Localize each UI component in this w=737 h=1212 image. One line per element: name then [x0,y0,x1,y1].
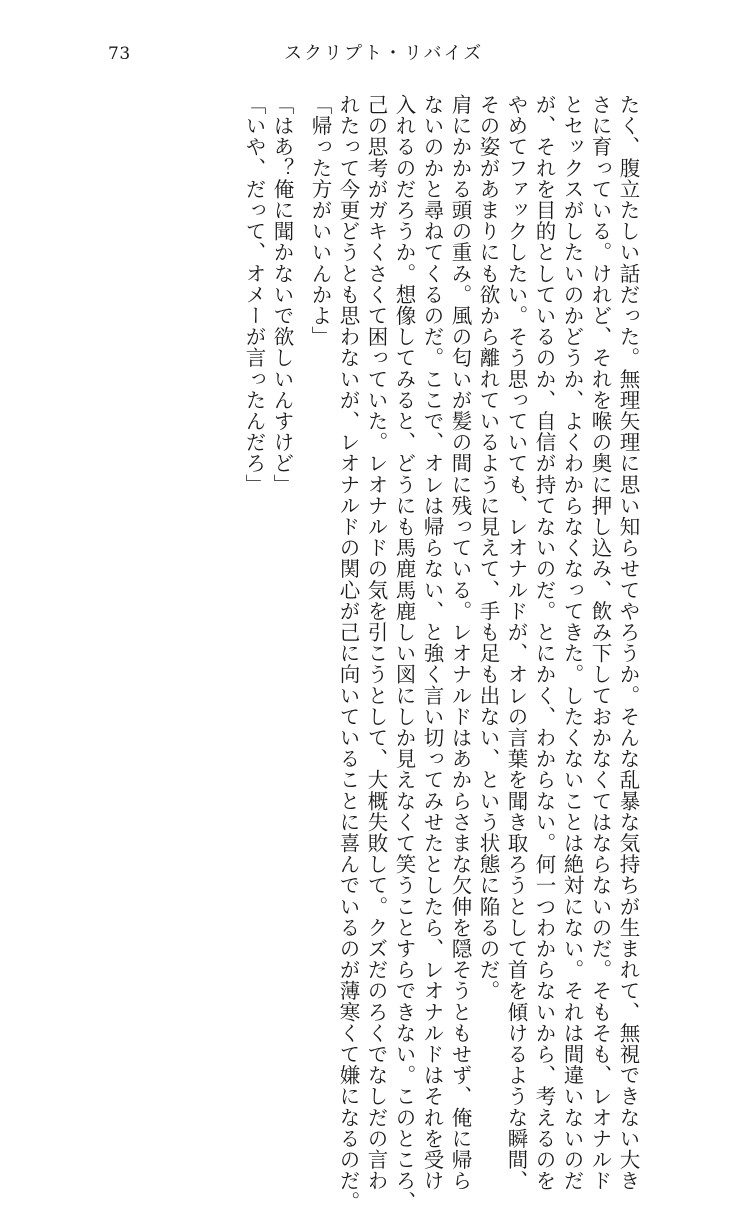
text-line: やめてファックしたい。そう思っていても、レオナルドが、オレの言葉を聞き取ろうとして首を傾けるような瞬間、 [504,94,528,1192]
text-line: 入れるのだろうか。想像してみると、どうにも馬鹿馬鹿しい図にしか見えなくて笑うことすらできない。このところ、 [392,94,416,1212]
text-line: ないのかと尋ねてくるのだ。ここで、オレは帰らない、と強く言い切ってみせたとしたら、レオナルドはそれを受け [420,94,444,1192]
text-line: が、それを目的としているのか、自信が持てないのだ。とにかく、わからない。何一つわからないから、考えるのを [532,94,556,1192]
text-line: 肩にかかる頭の重み。風の匂いが髪の間に残っている。レオナルドはあからさまな欠伸を隠そうともせず、俺に帰ら [448,94,472,1192]
text-line: たく、腹立たしい話だった。無理矢理に思い知らせてやろうか。そんな乱暴な気持ちが生まれて、無視できない大き [616,94,640,1192]
dialogue-line: 「はあ？俺に聞かないで欲しいんすけど」 [270,94,294,495]
text-line: さに育っている。けれど、それを喉の奥に押し込み、飲み下しておかなくてはならないのだ。そもそも、レオナルド [588,94,612,1192]
text-line: その姿があまりにも欲から離れているように見えて、手も足も出ない、という状態に陥るのだ。 [476,94,500,1002]
dialogue-line: 「いや、だって、オメーが言ったんだろ」 [242,94,266,495]
text-line: れたって今更どうとも思わないが、レオナルドの関心が己に向いていることに喜んでいるのが薄寒くて嫌になるのだ。 [336,94,360,1212]
running-title: スクリプト・リバイズ [284,43,484,64]
page-number: 73 [108,44,131,64]
text-line: とセックスがしたいのかどうか、よくわからなくなってきた。したくないことは絶対にない。それは間違いないのだ [560,94,584,1192]
body-text [240,94,642,1212]
dialogue-line: 「帰った方がいいんかよ」 [308,94,332,348]
text-line: 己の思考がガキくさくて困っていた。レオナルドの気を引こうとして、大概失敗して。クズだのろくでなしだの言わ [364,94,388,1192]
